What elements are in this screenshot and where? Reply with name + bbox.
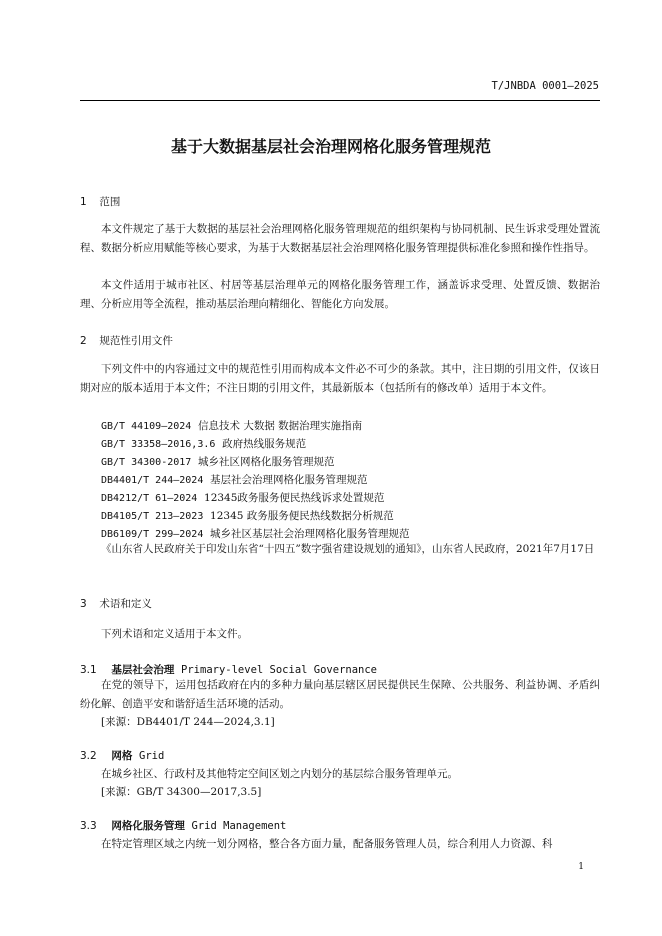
reference-title: 城乡社区基层社会治理网格化服务管理规范 bbox=[210, 528, 410, 540]
reference-code: DB4212/T 61—2024 bbox=[101, 493, 198, 504]
section-1-paragraph-2: 本文件适用于城市社区、村居等基层治理单元的网格化服务管理工作，涵盖诉求受理、处置反馈、数据治理、分析应用等全流程，推动基层治理向精细化、智能化方向发展。 bbox=[80, 279, 600, 310]
reference-title: 12345 政务服务便民热线数据分析规范 bbox=[210, 510, 394, 522]
term-definition: 在党的领导下，运用包括政府在内的多种力量向基层辖区居民提供民生保障、公共服务、利益协调、矛盾纠纷化解、创造平安和谐舒适生活环境的活动。 bbox=[80, 679, 600, 710]
term-number: 3.1 bbox=[80, 664, 97, 676]
section-number: 3 bbox=[80, 598, 87, 610]
reference-item bbox=[101, 454, 335, 469]
section-2-intro: 下列文件中的内容通过文中的规范性引用而构成本文件必不可少的条款。其中，注日期的引用文件，仅该日期对应的版本适用于本文件；不注日期的引用文件，其最新版本（包括所有的修改单）适用于本文件。 bbox=[80, 363, 600, 394]
term-heading bbox=[80, 748, 164, 763]
term-name: 基层社会治理 bbox=[111, 664, 175, 676]
document-title: 基于大数据基层社会治理网格化服务管理规范 bbox=[170, 137, 491, 156]
term-english: Primary-level Social Governance bbox=[181, 664, 377, 676]
section-3-heading bbox=[80, 596, 152, 611]
page-number: 1 bbox=[578, 862, 584, 872]
reference-title: 政府热线服务规范 bbox=[222, 438, 307, 450]
reference-title: 信息技术 大数据 数据治理实施指南 bbox=[198, 420, 363, 432]
reference-title: 基层社会治理网格化服务管理规范 bbox=[210, 474, 368, 486]
reference-title: 城乡社区网格化服务管理规范 bbox=[198, 456, 335, 468]
term-english: Grid bbox=[139, 750, 165, 762]
reference-code: DB4401/T 244—2024 bbox=[101, 475, 204, 486]
standard-code: T/JNBDA 0001—2025 bbox=[491, 80, 599, 92]
section-number: 1 bbox=[80, 196, 87, 208]
term-english: Grid Management bbox=[191, 820, 287, 832]
section-title: 术语和定义 bbox=[99, 598, 152, 610]
reference-notice: 《山东省人民政府关于印发山东省“十四五”数字强省建设规划的通知》，山东省人民政府，2021年7月17日 bbox=[101, 543, 595, 555]
section-1-paragraph-1: 本文件规定了基于大数据的基层社会治理网格化服务管理规范的组织架构与协同机制、民生诉求受理处置流程、数据分析应用赋能等核心要求，为基于大数据基层社会治理网格化服务管理提供标准化参照和操作性指导。 bbox=[80, 223, 600, 254]
term-source: [来源：DB4401/T 244—2024,3.1] bbox=[101, 716, 275, 728]
reference-item bbox=[101, 508, 394, 523]
term-number: 3.2 bbox=[80, 750, 97, 762]
reference-item bbox=[101, 418, 362, 433]
term-name: 网格 bbox=[111, 750, 133, 762]
section-1-heading bbox=[80, 194, 120, 209]
reference-item bbox=[101, 436, 306, 451]
header-rule bbox=[80, 100, 600, 101]
term-source: [来源：GB/T 34300—2017,3.5] bbox=[101, 786, 262, 798]
term-heading bbox=[80, 818, 286, 833]
reference-code: GB/T 34300-2017 bbox=[101, 457, 192, 468]
section-3-intro: 下列术语和定义适用于本文件。 bbox=[101, 628, 248, 640]
section-number: 2 bbox=[80, 335, 87, 347]
term-heading bbox=[80, 662, 377, 677]
reference-code: DB6109/T 299—2024 bbox=[101, 529, 204, 540]
reference-item bbox=[101, 490, 384, 505]
term-name: 网格化服务管理 bbox=[111, 820, 185, 832]
reference-item bbox=[101, 526, 410, 541]
reference-title: 12345政务服务便民热线诉求处置规范 bbox=[204, 492, 385, 504]
reference-code: GB/T 44109—2024 bbox=[101, 421, 192, 432]
section-2-heading bbox=[80, 333, 173, 348]
term-definition: 在特定管理区域之内统一划分网格，整合各方面力量，配备服务管理人员，综合利用人力资源、科 bbox=[101, 838, 553, 850]
section-title: 范围 bbox=[99, 196, 121, 208]
term-definition: 在城乡社区、行政村及其他特定空间区划之内划分的基层综合服务管理单元。 bbox=[101, 768, 458, 780]
reference-item bbox=[101, 472, 368, 487]
term-number: 3.3 bbox=[80, 820, 97, 832]
reference-code: GB/T 33358—2016,3.6 bbox=[101, 439, 216, 450]
section-title: 规范性引用文件 bbox=[99, 335, 173, 347]
reference-code: DB4105/T 213—2023 bbox=[101, 511, 204, 522]
